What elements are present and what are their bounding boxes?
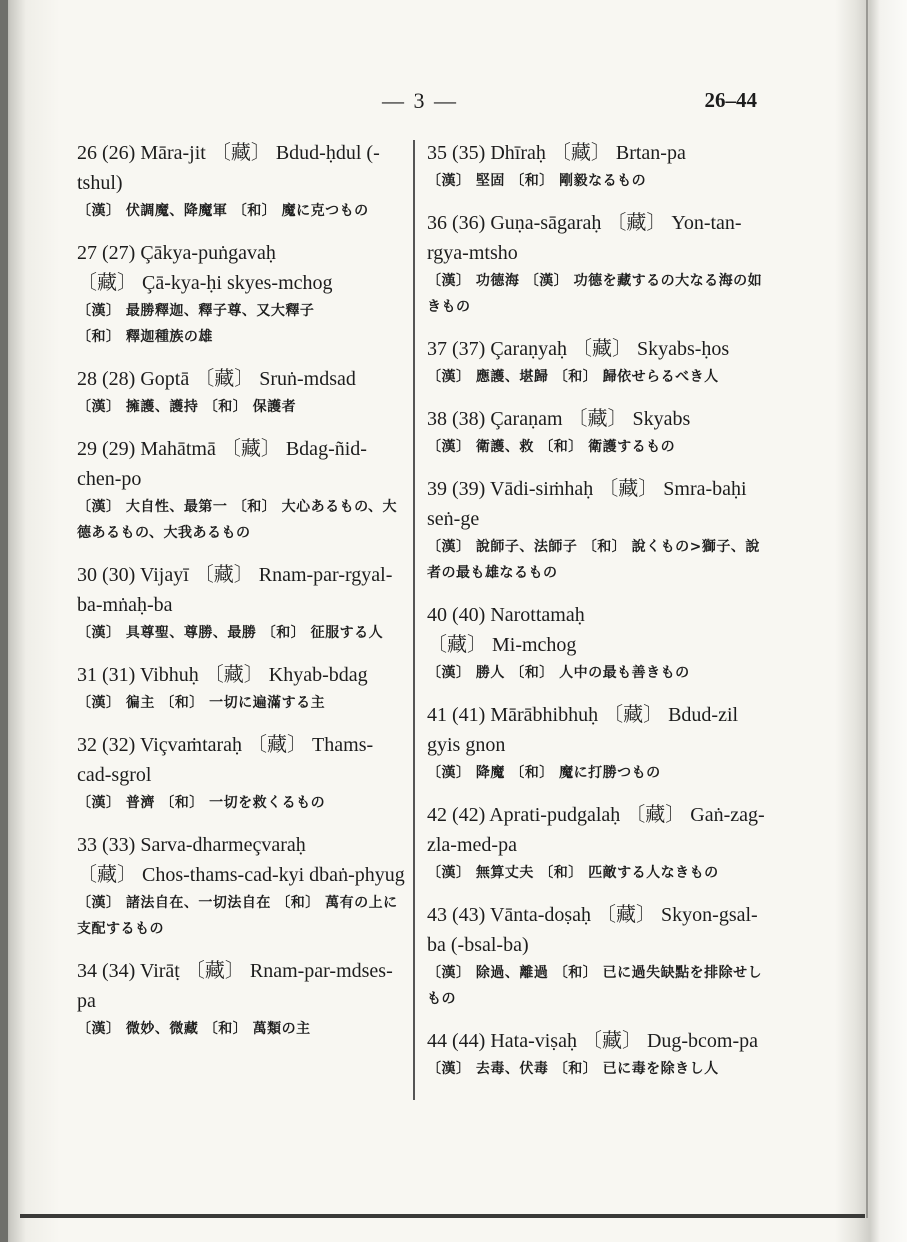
entry <box>427 208 765 320</box>
entry-translation: 〔漢〕 堅固 〔和〕 剛毅なるもの <box>427 173 647 189</box>
entry-heading: 36 (36) Guṇa-sāgaraḥ 〔藏〕 Yon-tan-rgya-mtsho <box>427 212 742 264</box>
entry <box>427 474 765 586</box>
entry <box>427 138 765 194</box>
page-number: — 3 — <box>382 88 458 113</box>
entry-heading: 34 (34) Virāṭ 〔藏〕 Rnam-par-mdses-pa <box>77 960 393 1012</box>
entry-translation: 〔漢〕 擁護、護持 〔和〕 保護者 <box>77 399 297 415</box>
entry-translation: 〔漢〕 去毒、伏毒 〔和〕 已に毒を除きし人 <box>427 1061 719 1077</box>
entry-translation: 〔漢〕 諸法自在、一切法自在 〔和〕 萬有の上に支配するもの <box>77 895 398 937</box>
entry-translation: 〔漢〕 除過、離過 〔和〕 已に過失缺點を排除せしもの <box>427 965 763 1007</box>
entry <box>77 730 407 816</box>
entry <box>77 560 407 646</box>
entry-heading: 41 (41) Mārābhibhuḥ 〔藏〕 Bdud-zil gyis gnon <box>427 704 739 756</box>
entry <box>427 1026 765 1082</box>
entry-translation: 〔漢〕 衛護、救 〔和〕 衛護するもの <box>427 439 676 455</box>
entry-translation: 〔漢〕 徧主 〔和〕 一切に遍滿する主 <box>77 695 326 711</box>
entry-heading: 28 (28) Goptā 〔藏〕 Sruṅ-mdsad <box>77 368 356 390</box>
entry-translation: 〔漢〕 降魔 〔和〕 魔に打勝つもの <box>427 765 661 781</box>
entry-heading: 43 (43) Vānta-doṣaḥ 〔藏〕 Skyon-gsal-ba (-bsal-ba) <box>427 904 758 956</box>
entry <box>427 600 765 686</box>
entry-heading: 44 (44) Hata-viṣaḥ 〔藏〕 Dug-bcom-pa <box>427 1030 759 1052</box>
entry-translation: 〔漢〕 最勝釋迦、釋子尊、又大釋子 <box>77 303 315 319</box>
entry-translation: 〔漢〕 伏調魔、降魔軍 〔和〕 魔に克つもの <box>77 203 369 219</box>
entry <box>77 830 407 942</box>
entry <box>77 364 407 420</box>
entry <box>77 434 407 546</box>
entry-heading: 29 (29) Mahātmā 〔藏〕 Bdag-ñid-chen-po <box>77 438 367 490</box>
entry <box>77 138 407 224</box>
entry <box>427 404 765 460</box>
right-edge-rule <box>866 0 868 1218</box>
entry <box>77 956 407 1042</box>
entry-tibetan: 〔藏〕 Chos-thams-cad-kyi dbaṅ-phyug <box>77 864 405 886</box>
entry-translation: 〔漢〕 功德海 〔漢〕 功德を藏するの大なる海の如きもの <box>427 273 763 315</box>
entry-heading: 32 (32) Viçvaṁtaraḥ 〔藏〕 Thams-cad-sgrol <box>77 734 374 786</box>
entry-tibetan: 〔藏〕 Mi-mchog <box>427 634 577 656</box>
entry-translation: 〔漢〕 應護、堪歸 〔和〕 歸依せらるべき人 <box>427 369 719 385</box>
column-divider <box>413 140 415 1100</box>
right-column <box>427 138 765 1096</box>
entry-translation: 〔漢〕 勝人 〔和〕 人中の最も善きもの <box>427 665 690 681</box>
entry-heading: 40 (40) Narottamaḥ <box>427 604 585 626</box>
entry <box>77 238 407 350</box>
entry-heading: 30 (30) Vijayī 〔藏〕 Rnam-par-rgyal-ba-mṅaḥ-ba <box>77 564 393 616</box>
entry <box>427 800 765 886</box>
entry <box>427 700 765 786</box>
entry-heading: 26 (26) Māra-jit 〔藏〕 Bdud-ḥdul (-tshul) <box>77 142 380 194</box>
entry <box>427 334 765 390</box>
entry-heading: 37 (37) Çaraṇyaḥ 〔藏〕 Skyabs-ḥos <box>427 338 730 360</box>
entry-tibetan: 〔藏〕 Çā-kya-ḥi skyes-mchog <box>77 272 333 294</box>
entry-translation: 〔漢〕 微妙、微藏 〔和〕 萬類の主 <box>77 1021 311 1037</box>
entry <box>427 900 765 1012</box>
entry-translation: 〔漢〕 具尊聖、尊勝、最勝 〔和〕 征服する人 <box>77 625 384 641</box>
entry-heading: 42 (42) Aprati-pudgalaḥ 〔藏〕 Gaṅ-zag-zla-med-pa <box>427 804 765 856</box>
entry-translation: 〔漢〕 普濟 〔和〕 一切を救くるもの <box>77 795 326 811</box>
entry-translation: 〔漢〕 無算丈夫 〔和〕 匹敵する人なきもの <box>427 865 719 881</box>
entry-translation: 〔漢〕 說師子、法師子 〔和〕 說くもの>獅子、說者の最も雄なるもの <box>427 539 760 581</box>
entry-heading: 31 (31) Vibhuḥ 〔藏〕 Khyab-bdag <box>77 664 368 686</box>
entry-translation: 〔和〕 釋迦種族の雄 <box>77 329 213 345</box>
bottom-rule <box>20 1214 865 1218</box>
entry-heading: 39 (39) Vādi-siṁhaḥ 〔藏〕 Smra-baḥi seṅ-ge <box>427 478 747 530</box>
entry-translation: 〔漢〕 大自性、最第一 〔和〕 大心あるもの、大德あるもの、大我あるもの <box>77 499 398 541</box>
entry-heading: 27 (27) Çākya-puṅgavaḥ <box>77 242 276 264</box>
entry-range: 26–44 <box>704 88 757 112</box>
entry <box>77 660 407 716</box>
left-column <box>77 138 407 1056</box>
entry-heading: 35 (35) Dhīraḥ 〔藏〕 Brtan-pa <box>427 142 686 164</box>
binding-shadow <box>0 0 8 1242</box>
entry-heading: 38 (38) Çaraṇam 〔藏〕 Skyabs <box>427 408 691 430</box>
entry-heading: 33 (33) Sarva-dharmeçvaraḥ <box>77 834 306 856</box>
